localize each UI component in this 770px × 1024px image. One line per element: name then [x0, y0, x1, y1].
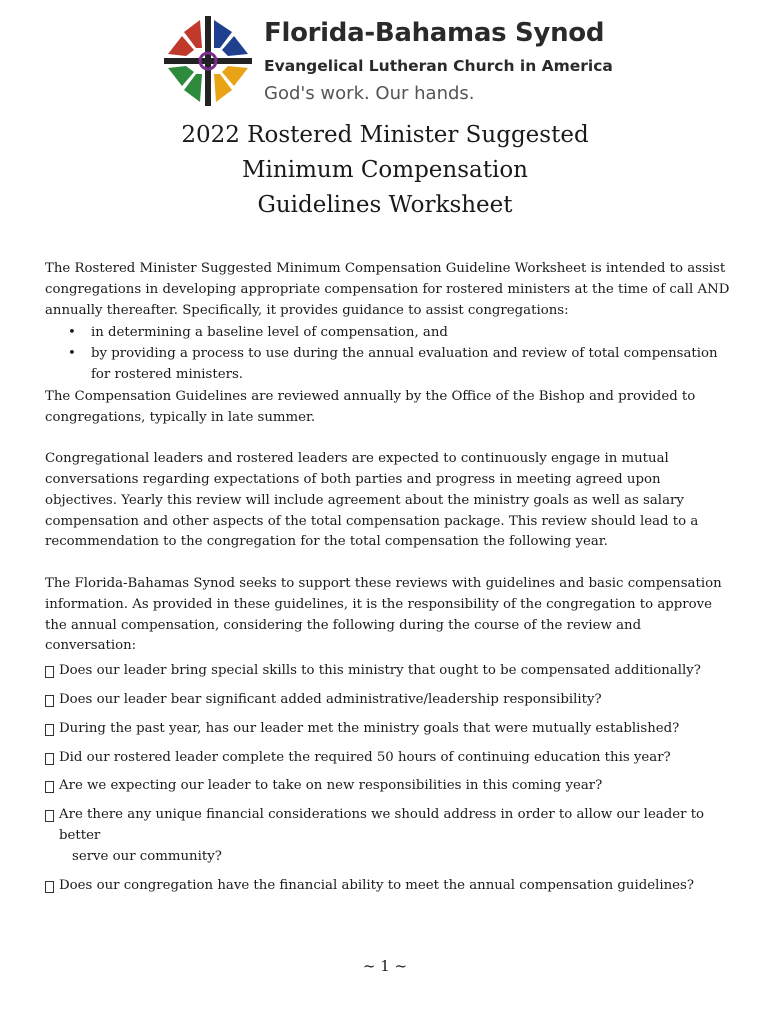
- paragraph-synod-support: The Florida-Bahamas Synod seeks to support these reviews with guidelines and basic compensation information. As provided in these guidelines, it is the responsibility of the congregation to approve the annual compensation, considering the following during the course of the review and conversation:: [45, 575, 722, 654]
- document-title: [0, 118, 770, 223]
- question-item: [45, 748, 735, 769]
- paragraph-expectations: Congregational leaders and rostered leaders are expected to continuously engage in mutual conversations regarding expectations of both parties and progress in meeting agreed upon objectives. Yearly this review will include agreement about the ministry goals as well as salary compensation and other aspects of the total compensation package. This review should lead to a recommendation to the congregation for the total compensation the following year.: [45, 451, 699, 550]
- question-item: [45, 661, 735, 682]
- title-line-3: Guidelines Worksheet: [257, 192, 513, 218]
- checkbox-icon: [45, 781, 54, 793]
- checkbox-icon: [45, 881, 54, 893]
- checkbox-icon: [45, 810, 54, 822]
- question-text: Did our rostered leader complete the required 50 hours of continuing education this year?: [59, 749, 671, 765]
- question-item: [45, 876, 735, 897]
- checkbox-icon: [45, 753, 54, 765]
- title-line-2: Minimum Compensation: [242, 157, 528, 183]
- question-text: Does our leader bring special skills to this ministry that ought to be compensated additionally?: [59, 663, 701, 679]
- checkbox-icon: [45, 695, 54, 707]
- bullet-text: in determining a baseline level of compensation, and: [91, 325, 448, 341]
- question-text: Does our leader bear significant added administrative/leadership responsibility?: [59, 691, 602, 707]
- org-subtitle: Evangelical Lutheran Church in America: [264, 57, 613, 75]
- synod-logo-icon: [162, 14, 254, 108]
- question-item: [45, 719, 735, 740]
- question-text: Are we expecting our leader to take on new responsibilities in this coming year?: [59, 778, 603, 794]
- question-text: During the past year, has our leader met the ministry goals that were mutually established?: [59, 720, 680, 736]
- bullet-icon: •: [68, 325, 76, 341]
- question-text-continued: serve our community?: [72, 848, 222, 864]
- header: [162, 14, 622, 110]
- checkbox-icon: [45, 666, 54, 678]
- bullet-icon: •: [68, 346, 76, 362]
- question-text: Are there any unique financial considerations we should address in order to allow our leader to better: [59, 807, 705, 843]
- bullet-text: by providing a process to use during the annual evaluation and review of total compensation for rostered ministers.: [91, 346, 718, 382]
- list-item: [45, 323, 735, 344]
- list-item: [45, 344, 735, 386]
- bullet-list: [45, 323, 735, 385]
- review-note: The Compensation Guidelines are reviewed annually by the Office of the Bishop and provided to congregations, typically in late summer.: [45, 388, 696, 425]
- question-item: [45, 776, 735, 797]
- question-item: [45, 690, 735, 711]
- checkbox-icon: [45, 724, 54, 736]
- org-name: Florida-Bahamas Synod: [264, 18, 605, 48]
- page-number: ~ 1 ~: [362, 957, 408, 975]
- title-line-1: 2022 Rostered Minister Suggested: [181, 122, 589, 148]
- org-tagline: God's work. Our hands.: [264, 83, 475, 104]
- intro-paragraph: The Rostered Minister Suggested Minimum Compensation Guideline Worksheet is intended to assist congregations in developing appropriate compensation for rostered ministers at the time of call AND annually thereafter. Specifically, it provides guidance to assist congregations:: [45, 261, 730, 318]
- document-body: [45, 259, 735, 896]
- question-item: [45, 805, 735, 867]
- question-text: Does our congregation have the financial ability to meet the annual compensation guidelines?: [59, 877, 695, 893]
